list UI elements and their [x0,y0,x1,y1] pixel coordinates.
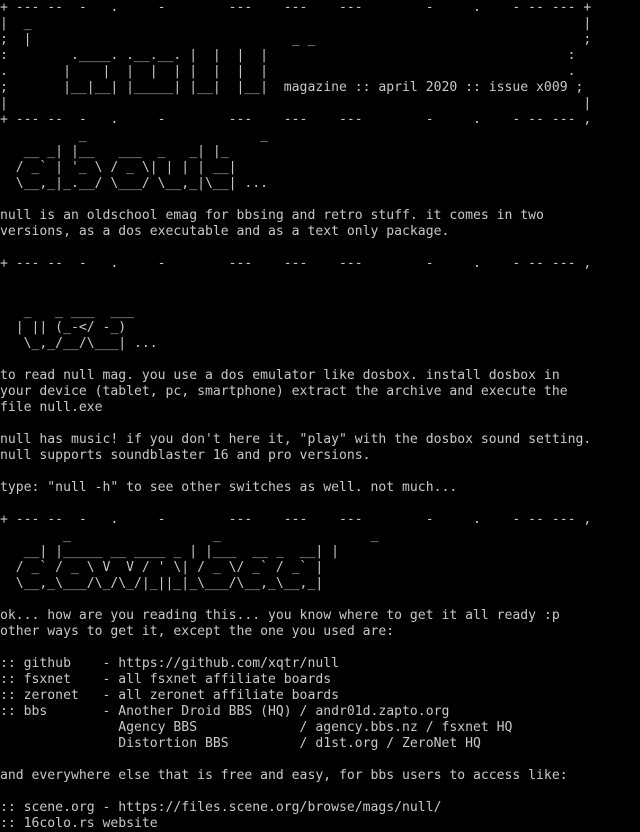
list-item: Distortion BBS / d1st.org / ZeroNet HQ [0,736,481,751]
list-item: :: scene.org - https://files.scene.org/browse/mags/null/ [0,800,442,815]
header-line: | _ | [0,16,592,31]
section-divider: + --- -- - . - --- --- --- - . - -- --- , [0,512,592,527]
use-art-line: \_,_/__/\___| ... [0,336,158,351]
header-border-top: + --- -- - . - --- --- --- - . - -- --- + [0,0,592,15]
about-art-line: / _` | '_ \ / _ \| | | | __| [0,160,237,175]
use-art-line: _ _ ___ ___ [0,304,135,319]
about-art-line: _ _ [0,128,269,143]
download-art-line: __| |_____ __ ____ _ | |___ __ _ __| | [0,544,339,559]
about-text-line: null is an oldschool emag for bbsing and retro stuff. it comes in two [0,208,544,223]
about-art-line: \__,_|_.__/ \___/ \__,_|\__| ... [0,176,269,191]
logo-art-line: . | | | | | | | | | . [0,64,576,79]
list-item: :: fsxnet - all fsxnet affiliate boards [0,672,332,687]
use-text-line: null has music! if you don't here it, "play" with the dosbox sound setting. [0,432,592,447]
list-item: :: zeronet - all zeronet affiliate boards [0,688,339,703]
list-item: :: github - https://github.com/xqtr/null [0,656,339,671]
use-text-line: null supports soundblaster 16 and pro versions. [0,448,371,463]
download-art-line: _ _ _ [0,528,379,543]
header-border-bottom: + --- -- - . - --- --- --- - . - -- --- , [0,112,592,127]
list-item: :: bbs - Another Droid BBS (HQ) / andr01d.zapto.org [0,704,450,719]
list-item: Agency BBS / agency.bbs.nz / fsxnet HQ [0,720,513,735]
use-text-line: your device (tablet, pc, smartphone) extract the archive and execute the [0,384,568,399]
logo-art-line: : .____. .__.__. | | | | : [0,48,576,63]
use-text-line: file null.exe [0,400,103,415]
list-item: :: 16colo.rs website [0,816,158,831]
use-text-line: to read null mag. you use a dos emulator like dosbox. install dosbox in [0,368,560,383]
about-text-line: versions, as a dos executable and as a text only package. [0,224,450,239]
download-text-line: ok... how are you reading this... you know where to get it all ready :p [0,608,560,623]
download-art-line: / _` / _ \ V V / ' \| / _ \/ _` / _` | [0,560,324,575]
header-line: | | [0,96,592,111]
download-text-line: other ways to get it, except the one you used are: [0,624,395,639]
use-art-line: | || (_-</ -_) [0,320,127,335]
about-art-line: __ _| |__ ___ _ _| |_ [0,144,229,159]
section-divider: + --- -- - . - --- --- --- - . - -- --- , [0,256,592,271]
download-text-line: and everywhere else that is free and easy, for bbs users to access like: [0,768,568,783]
masthead-line: ; |__|__| |_____| |__| |__| magazine :: april 2020 :: issue x009 ; [0,80,584,95]
download-art-line: \__,_\___/\_/\_/|_||_|_\___/\__,_\__,_| [0,576,324,591]
use-text-line: type: "null -h" to see other switches as well. not much... [0,480,458,495]
header-line: ; | _ _ ; [0,32,592,47]
